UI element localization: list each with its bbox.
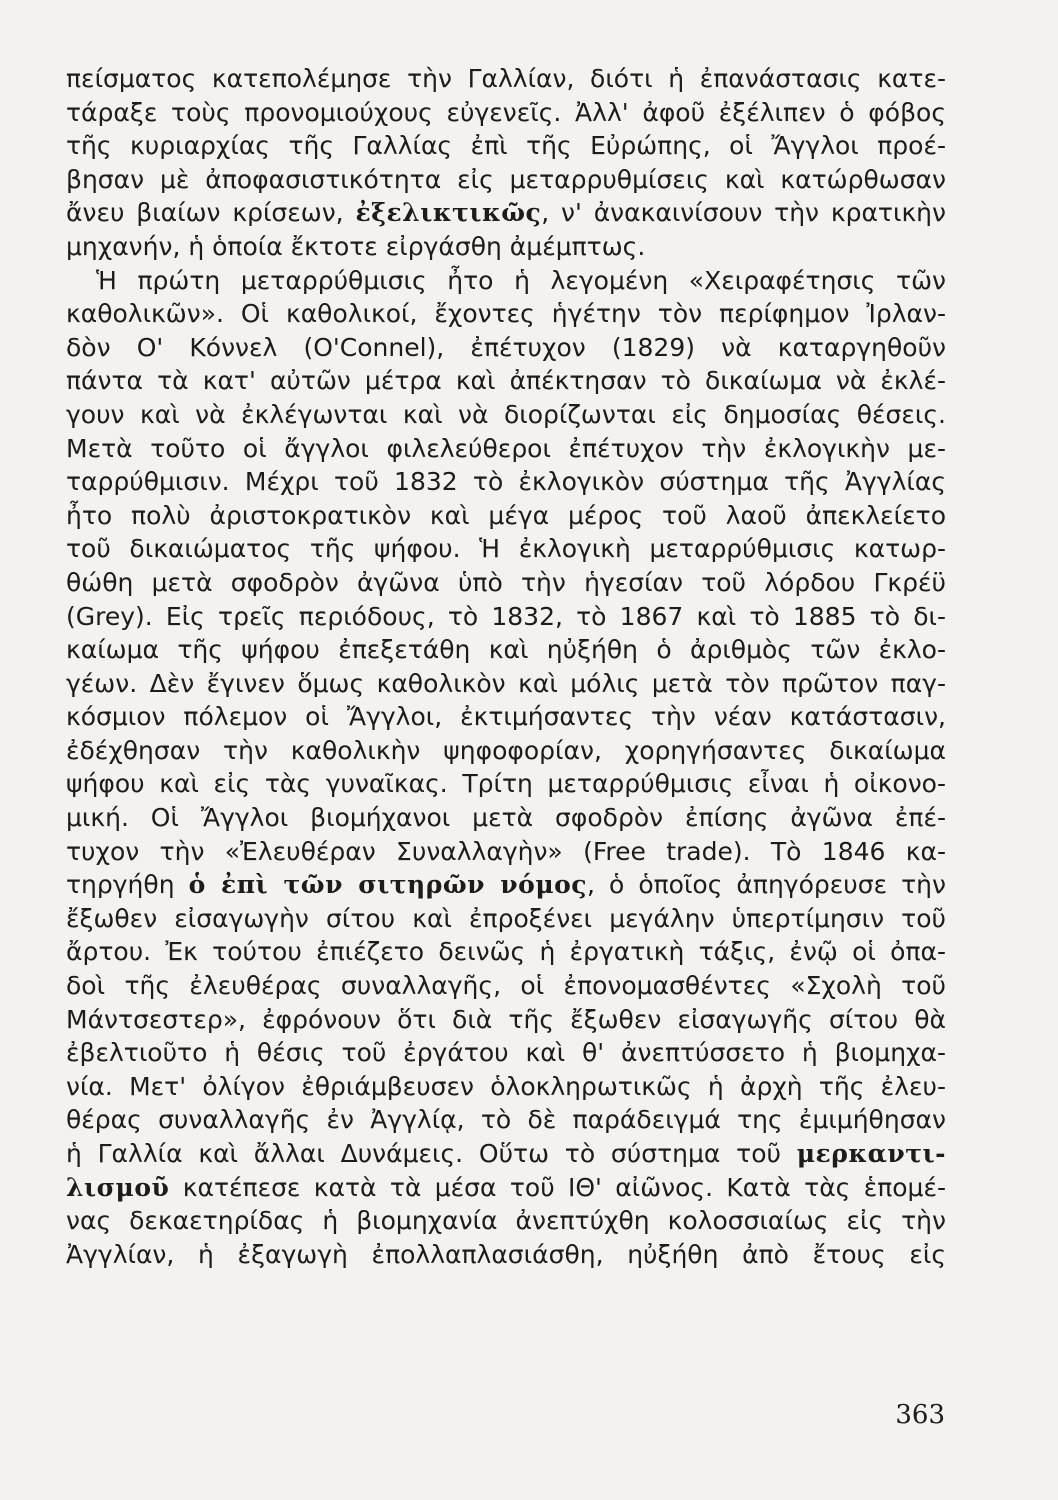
text-line: καίωμα τῆς ψήφου ἐπεξετάθη καὶ ηὐξήθη ὁ ἀριθμὸς τῶν ἐκλο-	[66, 635, 946, 665]
body-text	[66, 62, 946, 1271]
text-line: καθολικῶν». Οἱ καθολικοί, ἔχοντες ἡγέτην τὸν περίφημον Ἰρλαν-	[66, 299, 946, 329]
text-line: γουν καὶ νὰ ἐκλέγωνται καὶ νὰ διορίζωνται εἰς δημοσίας θέσεις.	[66, 399, 946, 429]
text-segment: ἄνευ βιαίων κρίσεων,	[66, 198, 356, 228]
text-line: ἐδέχθησαν τὴν καθολικὴν ψηφοφορίαν, χορηγήσαντες δικαίωμα	[66, 735, 946, 765]
text-line: θώθη μετὰ σφοδρὸν ἀγῶνα ὑπὸ τὴν ἡγεσίαν τοῦ λόρδου Γκρέϋ	[66, 567, 946, 597]
text-line: δὸν Ο' Κόννελ (O'Connel), ἐπέτυχον (1829) νὰ καταργηθοῦν	[66, 332, 946, 362]
text-line: ψήφου καὶ εἰς τὰς γυναῖκας. Τρίτη μεταρρύθμισις εἶναι ἡ οἰκονο-	[66, 769, 946, 799]
text-line: Μάντσεστερ», ἐφρόνουν ὅτι διὰ τῆς ἔξωθεν εἰσαγωγῆς σίτου θὰ	[66, 1004, 946, 1034]
text-line: ταρρύθμισιν. Μέχρι τοῦ 1832 τὸ ἐκλογικὸν σύστημα τῆς Ἀγγλίας	[66, 467, 946, 497]
page-number: 363	[895, 1400, 945, 1430]
text-line: μική. Οἱ Ἄγγλοι βιομήχανοι μετὰ σφοδρὸν ἐπίσης ἀγῶνα ἐπέ-	[66, 803, 946, 833]
text-line: δοὶ τῆς ἐλευθέρας συναλλαγῆς, οἱ ἐπονομασθέντες «Σχολὴ τοῦ	[66, 971, 946, 1001]
text-line: τῆς κυριαρχίας τῆς Γαλλίας ἐπὶ τῆς Εὐρώπης, οἱ Ἄγγλοι προέ-	[66, 131, 946, 161]
text-segment: τηργήθη	[66, 870, 189, 900]
text-line: μηχανήν, ἡ ὁποία ἔκτοτε εἰργάσθη ἀμέμπτως.	[66, 231, 646, 261]
text-line: τοῦ δικαιώματος τῆς ψήφου. Ἡ ἐκλογικὴ μεταρρύθμισις κατωρ-	[66, 534, 946, 564]
text-line: γέων. Δὲν ἔγινεν ὅμως καθολικὸν καὶ μόλις μετὰ τὸν πρῶτον παγ-	[66, 668, 946, 698]
bold-term: λισμοῦ	[66, 1172, 170, 1202]
text-line: κόσμιον πόλεμον οἱ Ἄγγλοι, ἐκτιμήσαντες τὴν νέαν κατάστασιν,	[66, 702, 946, 732]
text-line: νας δεκαετηρίδας ἡ βιομηχανία ἀνεπτύχθη κολοσσιαίως εἰς τὴν	[66, 1206, 946, 1236]
text-line: Ἀγγλίαν, ἡ ἐξαγωγὴ ἐπολλαπλασιάσθη, ηὐξήθη ἀπὸ ἔτους εἰς	[66, 1239, 946, 1269]
text-line: βησαν μὲ ἀποφασιστικότητα εἰς μεταρρυθμίσεις καὶ κατώρθωσαν	[66, 164, 946, 194]
text-line: τυχον τὴν «Ἐλευθέραν Συναλλαγὴν» (Free trade). Τὸ 1846 κα-	[66, 836, 946, 866]
text-line: πάντα τὰ κατ' αὐτῶν μέτρα καὶ ἀπέκτησαν τὸ δικαίωμα νὰ ἐκλέ-	[66, 366, 946, 396]
text-segment: κατέπεσε κατὰ τὰ μέσα τοῦ ΙΘ' αἰῶνος. Κατὰ τὰς ἑπομέ-	[169, 1172, 946, 1202]
bold-term: μερκαντι-	[796, 1139, 946, 1168]
bold-term: ὁ ἐπὶ τῶν σιτηρῶν νόμος	[188, 870, 588, 900]
text-line: νία. Μετ' ὀλίγον ἐθριάμβευσεν ὁλοκληρωτικῶς ἡ ἀρχὴ τῆς ἐλευ-	[66, 1071, 946, 1101]
text-segment: , ν' ἀνακαινίσουν τὴν κρατικὴν	[541, 198, 946, 228]
text-line: πείσματος κατεπολέμησε τὴν Γαλλίαν, διότι ἡ ἐπανάστασις κατε-	[66, 64, 946, 93]
text-line: (Grey). Εἰς τρεῖς περιόδους, τὸ 1832, τὸ 1867 καὶ τὸ 1885 τὸ δι-	[66, 601, 946, 631]
text-line: θέρας συναλλαγῆς ἐν Ἀγγλίᾳ, τὸ δὲ παράδειγμά της ἐμιμήθησαν	[66, 1105, 946, 1135]
text-segment: , ὁ ὁποῖος ἀπηγόρευσε τὴν	[587, 870, 946, 900]
text-line: ἐβελτιοῦτο ἡ θέσις τοῦ ἐργάτου καὶ θ' ἀνεπτύσσετο ἡ βιομηχα-	[66, 1038, 946, 1068]
text-line	[66, 1137, 946, 1171]
bold-term: ἐξελικτικῶς	[355, 198, 542, 228]
text-line: ἦτο πολὺ ἀριστοκρατικὸν καὶ μέγα μέρος τοῦ λαοῦ ἀπεκλείετο	[66, 500, 946, 530]
text-line: ἔξωθεν εἰσαγωγὴν σίτου καὶ ἐπροξένει μεγάλην ὑπερτίμησιν τοῦ	[66, 903, 946, 933]
text-line	[66, 196, 946, 230]
text-segment: ἡ Γαλλία καὶ ἄλλαι Δυνάμεις. Οὕτω τὸ σύστημα τοῦ	[66, 1139, 797, 1168]
text-line: ἄρτου. Ἐκ τούτου ἐπιέζετο δεινῶς ἡ ἐργατικὴ τάξις, ἐνῷ οἱ ὀπα-	[66, 937, 946, 967]
text-line	[66, 1171, 946, 1205]
text-line	[66, 868, 946, 902]
text-line: Μετὰ τοῦτο οἱ ἄγγλοι φιλελεύθεροι ἐπέτυχον τὴν ἐκλογικὴν με-	[66, 433, 946, 463]
text-line: Ἡ πρώτη μεταρρύθμισις ἦτο ἡ λεγομένη «Χειραφέτησις τῶν	[96, 265, 946, 295]
text-line: τάραξε τοὺς προνομιούχους εὐγενεῖς. Ἀλλ' ἀφοῦ ἐξέλιπεν ὁ φόβος	[66, 97, 946, 127]
